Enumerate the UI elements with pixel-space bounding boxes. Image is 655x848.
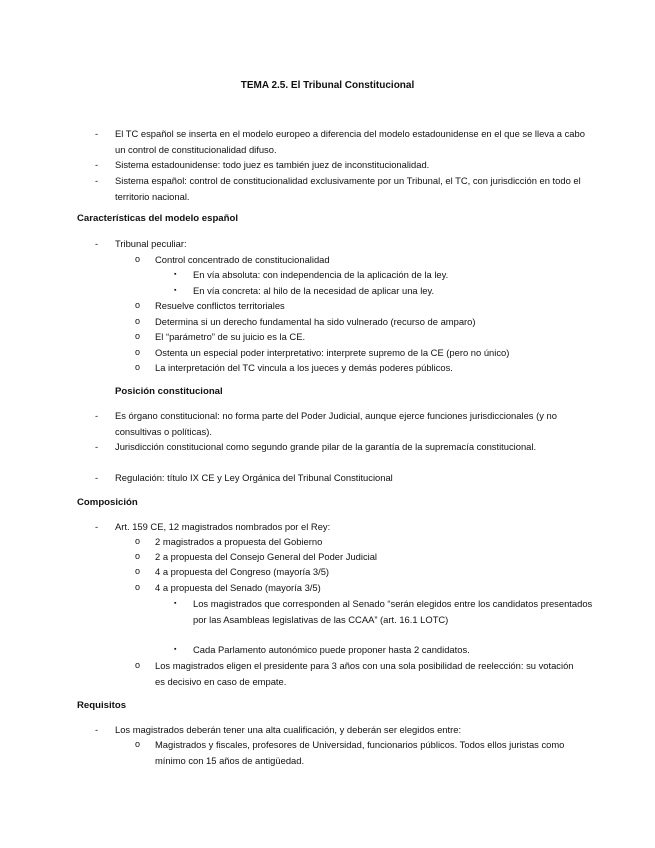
list-item-text: Jurisdicción constitucional como segundo grande pilar de la garantía de la supremacía constitucional. bbox=[115, 441, 537, 452]
list-item-text: El TC español se inserta en el modelo europeo a diferencia del modelo estadounidense en el que se lleva a cabo un control de constitucionalidad difuso. bbox=[115, 128, 585, 155]
list-item-text: Magistrados y fiscales, profesores de Universidad, funcionarios públicos. Todos ellos juristas como mínimo con 15 años de antigüedad. bbox=[155, 739, 565, 766]
circle-bullet: o bbox=[135, 551, 141, 561]
circle-bullet: o bbox=[135, 347, 141, 357]
list-item-text: Tribunal peculiar: bbox=[115, 238, 187, 249]
circle-bullet: o bbox=[135, 331, 141, 341]
list-item-text: Control concentrado de constitucionalidad bbox=[155, 254, 330, 265]
list-item-text: 2 magistrados a propuesta del Gobierno bbox=[155, 536, 323, 547]
list-item-text: Resuelve conflictos territoriales bbox=[155, 300, 285, 311]
dash-bullet: - bbox=[95, 724, 99, 735]
list-item-text: En vía concreta: al hilo de la necesidad de aplicar una ley. bbox=[193, 285, 435, 296]
circle-bullet: o bbox=[135, 739, 141, 749]
list-item-text: Cada Parlamento autonómico puede proponer hasta 2 candidatos. bbox=[193, 644, 470, 655]
list-item-text: Ostenta un especial poder interpretativo: interprete supremo de la CE (pero no único) bbox=[155, 347, 510, 358]
dash-bullet: - bbox=[95, 472, 99, 483]
circle-bullet: o bbox=[135, 362, 141, 372]
list-item-text: Los magistrados eligen el presidente para 3 años con una sola posibilidad de reelección: su votación es decisivo en caso de empate. bbox=[155, 660, 574, 687]
section-heading-posicion: Posición constitucional bbox=[115, 386, 223, 397]
circle-bullet: o bbox=[135, 566, 141, 576]
list-item-text: Determina si un derecho fundamental ha sido vulnerado (recurso de amparo) bbox=[155, 316, 476, 327]
circle-bullet: o bbox=[135, 300, 141, 310]
list-item-text: Sistema español: control de constitucionalidad exclusivamente por un Tribunal, el TC, con jurisdicción en todo el territorio nacional. bbox=[115, 175, 581, 202]
square-bullet: ▪ bbox=[174, 600, 177, 607]
circle-bullet: o bbox=[135, 536, 141, 546]
section-heading-composicion: Composición bbox=[77, 497, 138, 508]
dash-bullet: - bbox=[95, 159, 99, 170]
list-item-text: Art. 159 CE, 12 magistrados nombrados por el Rey: bbox=[115, 521, 331, 532]
section-heading-caracteristicas: Características del modelo español bbox=[77, 213, 239, 224]
dash-bullet: - bbox=[95, 175, 99, 186]
list-item-text: 4 a propuesta del Congreso (mayoría 3/5) bbox=[155, 566, 330, 577]
square-bullet: ▪ bbox=[174, 287, 177, 294]
circle-bullet: o bbox=[135, 660, 141, 670]
section-heading-requisitos: Requisitos bbox=[77, 700, 127, 711]
list-item-text: Los magistrados deberán tener una alta cualificación, y deberán ser elegidos entre: bbox=[115, 724, 462, 735]
dash-bullet: - bbox=[95, 128, 99, 139]
dash-bullet: - bbox=[95, 441, 99, 452]
list-item-text: Es órgano constitucional: no forma parte del Poder Judicial, aunque ejerce funciones jurisdiccionales (y no consultivas o políticas). bbox=[115, 410, 557, 437]
circle-bullet: o bbox=[135, 582, 141, 592]
document-title: TEMA 2.5. El Tribunal Constitucional bbox=[240, 80, 415, 91]
list-item-text: Sistema estadounidense: todo juez es también juez de inconstitucionalidad. bbox=[115, 159, 430, 170]
circle-bullet: o bbox=[135, 254, 141, 264]
list-item-text: La interpretación del TC vincula a los jueces y demás poderes públicos. bbox=[155, 362, 453, 373]
square-bullet: ▪ bbox=[174, 646, 177, 653]
square-bullet: ▪ bbox=[174, 271, 177, 278]
list-item-text: Los magistrados que corresponden al Senado “serán elegidos entre los candidatos presentados por las Asambleas legislativas de las CCAA” (art. 16.1 LOTC) bbox=[193, 598, 593, 625]
list-item-text: 4 a propuesta del Senado (mayoría 3/5) bbox=[155, 582, 321, 593]
dash-bullet: - bbox=[95, 410, 99, 421]
list-item-text: El “parámetro” de su juicio es la CE. bbox=[155, 331, 306, 342]
dash-bullet: - bbox=[95, 521, 99, 532]
list-item-text: En vía absoluta: con independencia de la aplicación de la ley. bbox=[193, 269, 449, 280]
dash-bullet: - bbox=[95, 238, 99, 249]
list-item-text: Regulación: título IX CE y Ley Orgánica del Tribunal Constitucional bbox=[115, 472, 393, 483]
list-item-text: 2 a propuesta del Consejo General del Poder Judicial bbox=[155, 551, 378, 562]
circle-bullet: o bbox=[135, 316, 141, 326]
